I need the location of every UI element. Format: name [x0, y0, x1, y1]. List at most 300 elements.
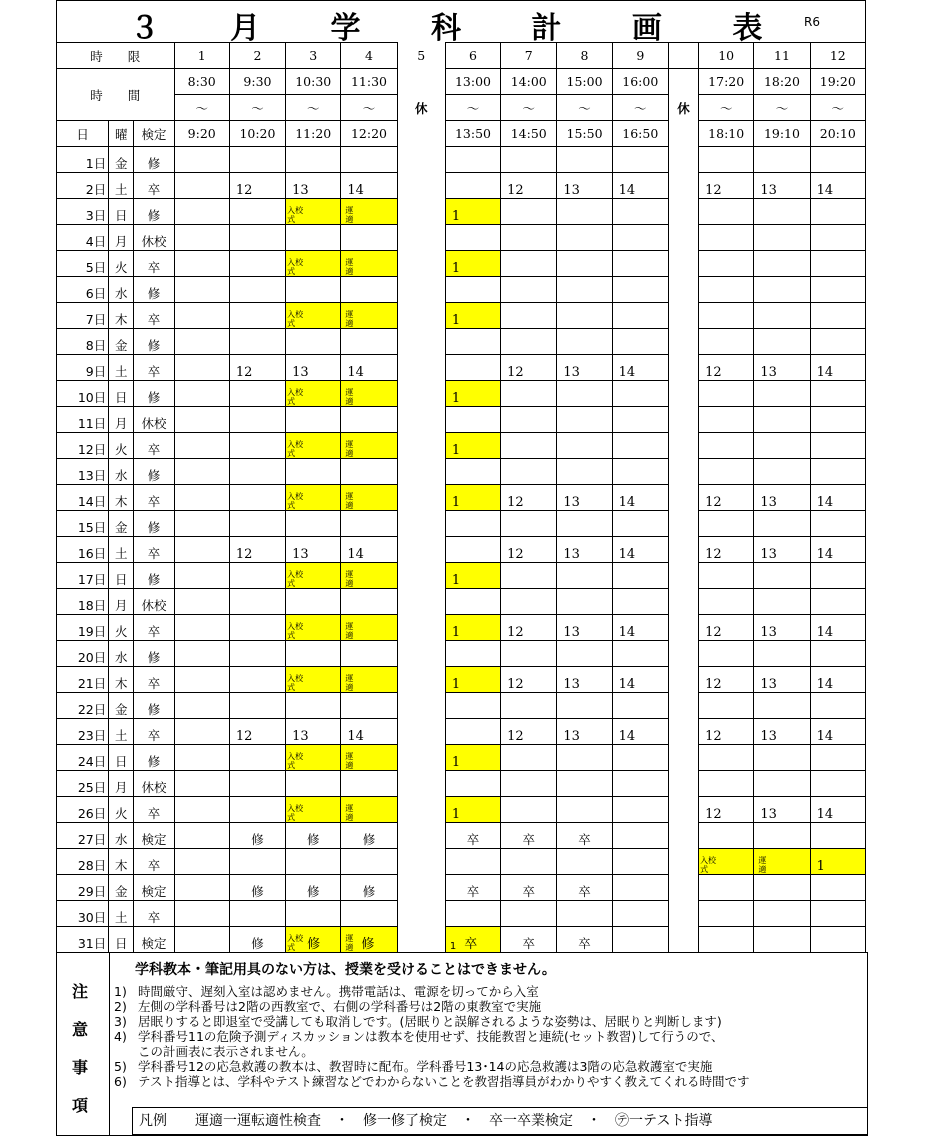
aptitude-test-cell — [341, 745, 397, 771]
slot-cell — [445, 407, 500, 433]
slot-cell: 13 — [754, 797, 810, 823]
slot-cell — [810, 381, 865, 407]
period-number-8: 9 — [612, 43, 668, 69]
slot-cell — [810, 303, 865, 329]
slot-cell: 13 — [557, 667, 612, 693]
slot-cell — [229, 381, 285, 407]
aptitude-test-cell — [341, 433, 397, 459]
slot-cell: 卒 — [445, 875, 500, 901]
weekday-cell: 金 — [109, 693, 134, 719]
event-label: 式 — [287, 943, 296, 952]
day-row — [57, 901, 866, 927]
slot-cell — [699, 433, 754, 459]
slot-cell — [445, 901, 500, 927]
slot-cell — [501, 433, 557, 459]
slot-cell — [612, 303, 668, 329]
event-label: 式 — [287, 813, 296, 822]
slot-cell — [699, 875, 754, 901]
slot-cell — [699, 589, 754, 615]
slot-cell: 12 — [699, 719, 754, 745]
slot-cell — [754, 563, 810, 589]
kind-cell: 卒 — [134, 537, 174, 563]
day-cell: 31日 — [57, 927, 109, 953]
slot-cell: 12 — [699, 355, 754, 381]
entrance-ceremony-cell — [286, 381, 341, 407]
end-time-6: 14:50 — [501, 121, 557, 147]
weekday-cell: 金 — [109, 147, 134, 173]
slot-cell — [174, 433, 229, 459]
event-label: 入校 — [287, 570, 304, 579]
kind-cell: 検定 — [134, 927, 174, 953]
slot-cell — [810, 693, 865, 719]
slot-cell: 1 — [445, 381, 500, 407]
day-row — [57, 199, 866, 225]
slot-cell — [810, 901, 865, 927]
slot-cell: 14 — [810, 615, 865, 641]
event-label: 式 — [287, 267, 296, 276]
slot-cell — [501, 797, 557, 823]
kind-cell: 修 — [134, 277, 174, 303]
tilde-1: ～ — [229, 95, 285, 121]
slot-cell — [668, 589, 698, 615]
weekday-cell: 日 — [109, 199, 134, 225]
end-time-0: 9:20 — [174, 121, 229, 147]
weekday-cell: 土 — [109, 537, 134, 563]
slot-cell — [174, 823, 229, 849]
slot-cell — [397, 875, 445, 901]
day-row — [57, 459, 866, 485]
event-label: 運 — [345, 440, 354, 449]
entrance-ceremony-cell — [286, 199, 341, 225]
time-label: 時 間 — [57, 69, 175, 121]
slot-cell — [668, 329, 698, 355]
shu-label: 修 — [307, 937, 321, 952]
day-row — [57, 381, 866, 407]
notes-section — [56, 952, 868, 1136]
slot-cell — [699, 745, 754, 771]
day-col-header: 日 — [57, 121, 109, 147]
start-time-3: 11:30 — [341, 69, 397, 95]
slot-cell — [557, 199, 612, 225]
day-cell: 2日 — [57, 173, 109, 199]
note-text: 時間厳守、遅刻入室は認めません。携帯電話は、電源を切ってから入室 — [138, 984, 539, 999]
tilde-11: ～ — [754, 95, 810, 121]
slot-cell: 13 — [557, 485, 612, 511]
slot-cell — [810, 147, 865, 173]
kind-cell: 修 — [134, 381, 174, 407]
slot-cell — [668, 875, 698, 901]
slot-cell — [286, 459, 341, 485]
slot-cell: 12 — [699, 173, 754, 199]
weekday-cell: 水 — [109, 823, 134, 849]
day-row — [57, 511, 866, 537]
slot-cell — [397, 251, 445, 277]
start-time-4 — [397, 69, 445, 95]
slot-cell — [699, 329, 754, 355]
kind-cell: 卒 — [134, 303, 174, 329]
slot-cell — [501, 277, 557, 303]
aptitude-test-cell — [341, 667, 397, 693]
start-time-5: 13:00 — [445, 69, 500, 95]
aptitude-test-cell — [341, 251, 397, 277]
day-cell: 30日 — [57, 901, 109, 927]
slot-cell — [229, 901, 285, 927]
slot-cell — [668, 563, 698, 589]
slot-cell: 14 — [612, 719, 668, 745]
slot-cell — [501, 771, 557, 797]
slot-cell: 修 — [341, 823, 397, 849]
page-title: ３ 月 学 科 計 画 表 — [129, 11, 793, 46]
event-label: 適 — [345, 501, 354, 510]
event-label: 運 — [345, 388, 354, 397]
tilde-6: ～ — [501, 95, 557, 121]
slot-cell — [557, 329, 612, 355]
slot-cell — [699, 901, 754, 927]
slot-cell — [557, 147, 612, 173]
rest-label: 休 — [668, 95, 698, 121]
slot-cell — [810, 745, 865, 771]
kind-cell: 修 — [134, 693, 174, 719]
slot-cell — [668, 173, 698, 199]
day-row — [57, 927, 866, 953]
slot-cell — [229, 589, 285, 615]
slot-cell: 14 — [810, 667, 865, 693]
event-label: 運 — [345, 570, 354, 579]
slot-cell — [668, 615, 698, 641]
event-label: 入校 — [287, 440, 304, 449]
slot-cell — [699, 199, 754, 225]
day-cell: 13日 — [57, 459, 109, 485]
slot-cell — [699, 563, 754, 589]
slot-cell — [341, 693, 397, 719]
slot-cell: 13 — [286, 537, 341, 563]
weekday-cell: 木 — [109, 303, 134, 329]
period-number-2: 3 — [286, 43, 341, 69]
weekday-cell: 火 — [109, 615, 134, 641]
end-time-5: 13:50 — [445, 121, 500, 147]
slot-cell — [810, 771, 865, 797]
slot-cell: 1 — [445, 199, 500, 225]
period-label: 時 限 — [57, 43, 175, 69]
period-number-0: 1 — [174, 43, 229, 69]
slot-cell — [557, 563, 612, 589]
slot-cell — [397, 511, 445, 537]
slot-cell — [174, 693, 229, 719]
slot-cell — [557, 277, 612, 303]
slot-cell — [341, 641, 397, 667]
slot-cell — [445, 277, 500, 303]
slot-cell — [668, 407, 698, 433]
slot-cell — [612, 563, 668, 589]
slot-cell — [397, 433, 445, 459]
event-label: 式 — [287, 397, 296, 406]
end-time-3: 12:20 — [341, 121, 397, 147]
slot-cell — [174, 407, 229, 433]
slot-cell — [229, 641, 285, 667]
day-cell: 14日 — [57, 485, 109, 511]
slot-cell: 14 — [810, 485, 865, 511]
weekday-cell: 月 — [109, 589, 134, 615]
event-label: 適 — [345, 215, 354, 224]
kind-cell: 修 — [134, 563, 174, 589]
kind-cell: 休校 — [134, 407, 174, 433]
day-cell: 26日 — [57, 797, 109, 823]
end-time-1: 10:20 — [229, 121, 285, 147]
tilde-2: ～ — [286, 95, 341, 121]
slot-cell: 1 — [445, 667, 500, 693]
slot-cell: 13 — [286, 173, 341, 199]
day-cell: 21日 — [57, 667, 109, 693]
event-label: 適 — [345, 813, 354, 822]
event-label: 適 — [345, 319, 354, 328]
day-cell: 23日 — [57, 719, 109, 745]
slot-cell — [557, 771, 612, 797]
slot-cell — [397, 849, 445, 875]
weekday-cell: 月 — [109, 225, 134, 251]
slot-cell — [229, 407, 285, 433]
kind-cell: 修 — [134, 511, 174, 537]
slot-cell — [754, 771, 810, 797]
weekday-cell: 木 — [109, 849, 134, 875]
weekday-cell: 日 — [109, 745, 134, 771]
slot-cell: 1 — [445, 615, 500, 641]
slot-cell — [754, 381, 810, 407]
slot-cell — [445, 771, 500, 797]
day-row — [57, 693, 866, 719]
slot-cell — [557, 693, 612, 719]
slot-cell: 13 — [754, 615, 810, 641]
slot-cell — [397, 199, 445, 225]
weekday-cell: 火 — [109, 433, 134, 459]
slot-cell — [286, 225, 341, 251]
end-time-9 — [668, 121, 698, 147]
slot-cell: 12 — [699, 485, 754, 511]
slot-cell: 卒 — [557, 927, 612, 953]
slot-cell — [699, 277, 754, 303]
slot-cell — [501, 459, 557, 485]
weekday-cell: 水 — [109, 277, 134, 303]
slot-cell — [341, 459, 397, 485]
slot-cell: 1 — [445, 745, 500, 771]
slot-cell — [174, 719, 229, 745]
weekday-cell: 金 — [109, 875, 134, 901]
slot-cell — [668, 797, 698, 823]
slot-cell: 修 — [286, 875, 341, 901]
slot-cell — [174, 147, 229, 173]
slot-cell — [612, 407, 668, 433]
kind-cell: 修 — [134, 147, 174, 173]
day-cell: 15日 — [57, 511, 109, 537]
slot-cell — [341, 407, 397, 433]
slot-cell — [501, 329, 557, 355]
kind-cell: 卒 — [134, 719, 174, 745]
slot-cell — [810, 563, 865, 589]
slot-cell — [174, 641, 229, 667]
kind-cell: 休校 — [134, 225, 174, 251]
day-row — [57, 485, 866, 511]
end-time-7: 15:50 — [557, 121, 612, 147]
slot-cell — [445, 719, 500, 745]
event-label: 入校 — [287, 622, 304, 631]
slot-cell — [557, 381, 612, 407]
slot-cell — [397, 537, 445, 563]
slot-cell — [810, 927, 865, 953]
notes-side-char: 項 — [72, 1096, 89, 1115]
slot-cell — [557, 589, 612, 615]
aptitude-test-cell — [341, 381, 397, 407]
slot-cell — [445, 459, 500, 485]
slot-cell — [699, 303, 754, 329]
tilde-7: ～ — [557, 95, 612, 121]
day-cell: 17日 — [57, 563, 109, 589]
aptitude-test-cell — [341, 485, 397, 511]
event-label: 運 — [345, 934, 354, 943]
tilde-row — [57, 95, 866, 121]
slot-cell: 12 — [699, 537, 754, 563]
slot-cell: 12 — [501, 355, 557, 381]
weekday-cell: 月 — [109, 407, 134, 433]
kind-col-header: 検定 — [134, 121, 174, 147]
day-cell: 6日 — [57, 277, 109, 303]
slot-cell — [668, 719, 698, 745]
slot-cell — [810, 199, 865, 225]
entrance-ceremony-cell — [286, 615, 341, 641]
note-item — [114, 1072, 750, 1090]
weekday-cell: 日 — [109, 381, 134, 407]
start-time-11: 18:20 — [754, 69, 810, 95]
weekday-cell: 土 — [109, 355, 134, 381]
day-row — [57, 589, 866, 615]
day-cell: 27日 — [57, 823, 109, 849]
slot-cell: 13 — [557, 615, 612, 641]
slot-cell — [174, 251, 229, 277]
slot-cell — [810, 589, 865, 615]
tilde-5: ～ — [445, 95, 500, 121]
slot-cell — [229, 511, 285, 537]
slot-cell — [341, 225, 397, 251]
slot-cell — [341, 901, 397, 927]
slot-cell — [229, 771, 285, 797]
slot-cell: 13 — [557, 173, 612, 199]
slot-cell — [341, 771, 397, 797]
kind-cell: 卒 — [134, 667, 174, 693]
event-label: 式 — [287, 761, 296, 770]
slot-cell — [612, 277, 668, 303]
slot-cell — [229, 485, 285, 511]
weekday-cell: 日 — [109, 563, 134, 589]
slot-cell: 14 — [341, 719, 397, 745]
slot-cell — [810, 875, 865, 901]
kind-cell: 休校 — [134, 771, 174, 797]
slot-cell — [754, 901, 810, 927]
slot-cell — [810, 641, 865, 667]
slot-cell — [174, 849, 229, 875]
event-label: 適 — [345, 449, 354, 458]
slot-cell — [229, 667, 285, 693]
slot-cell — [699, 641, 754, 667]
slot-cell: 13 — [286, 355, 341, 381]
day-cell: 18日 — [57, 589, 109, 615]
weekday-cell: 金 — [109, 511, 134, 537]
slot-cell — [229, 459, 285, 485]
rest-label: 休 — [397, 95, 445, 121]
slot-cell — [668, 849, 698, 875]
event-label: 運 — [345, 310, 354, 319]
weekday-col-header: 曜 — [109, 121, 134, 147]
slot-cell: 卒 — [557, 823, 612, 849]
slot-cell — [397, 641, 445, 667]
slot-cell — [445, 329, 500, 355]
aptitude-test-cell — [341, 199, 397, 225]
weekday-cell: 月 — [109, 771, 134, 797]
kind-cell: 検定 — [134, 823, 174, 849]
slot-cell — [174, 355, 229, 381]
note-number: 5) — [114, 1059, 127, 1074]
slot-cell — [174, 459, 229, 485]
kind-cell: 卒 — [134, 615, 174, 641]
slot-cell — [174, 173, 229, 199]
day-row — [57, 329, 866, 355]
slot-cell — [754, 251, 810, 277]
kind-cell: 検定 — [134, 875, 174, 901]
slot-cell — [286, 329, 341, 355]
slot-cell — [612, 511, 668, 537]
slot-cell: 14 — [612, 355, 668, 381]
start-time-1: 9:30 — [229, 69, 285, 95]
slot-cell: 13 — [557, 355, 612, 381]
slot-cell — [445, 225, 500, 251]
slot-cell — [174, 563, 229, 589]
slot-cell — [612, 199, 668, 225]
weekday-cell: 土 — [109, 901, 134, 927]
slot-cell — [397, 407, 445, 433]
slot-cell — [754, 641, 810, 667]
event-label: 入校 — [287, 492, 304, 501]
end-time-4 — [397, 121, 445, 147]
slot-cell — [286, 901, 341, 927]
slot-cell — [810, 459, 865, 485]
slot-cell — [668, 511, 698, 537]
day-row — [57, 719, 866, 745]
weekday-cell: 木 — [109, 485, 134, 511]
slot-cell — [557, 251, 612, 277]
slot-cell — [397, 225, 445, 251]
slot-cell — [668, 277, 698, 303]
day-row — [57, 433, 866, 459]
shu-label: 修 — [361, 937, 375, 952]
slot-cell — [286, 641, 341, 667]
weekday-cell: 金 — [109, 329, 134, 355]
day-cell: 5日 — [57, 251, 109, 277]
entrance-ceremony-cell — [286, 667, 341, 693]
day-cell: 20日 — [57, 641, 109, 667]
slot-cell: 12 — [229, 719, 285, 745]
day-cell: 24日 — [57, 745, 109, 771]
slot-cell — [286, 693, 341, 719]
day-row — [57, 771, 866, 797]
slot-cell: 1 — [445, 563, 500, 589]
slot-cell — [174, 901, 229, 927]
period-number-6: 7 — [501, 43, 557, 69]
slot-cell — [174, 381, 229, 407]
slot-cell — [341, 849, 397, 875]
slot-cell: 1 — [445, 433, 500, 459]
slot-cell — [754, 199, 810, 225]
slot-cell — [557, 641, 612, 667]
slot-cell: 14 — [810, 355, 865, 381]
slot-cell — [699, 511, 754, 537]
note-text: 居眠りすると即退室で受講しても取消しです。(居眠りと誤解されるような姿勢は、居眠りと判断します) — [138, 1014, 722, 1029]
